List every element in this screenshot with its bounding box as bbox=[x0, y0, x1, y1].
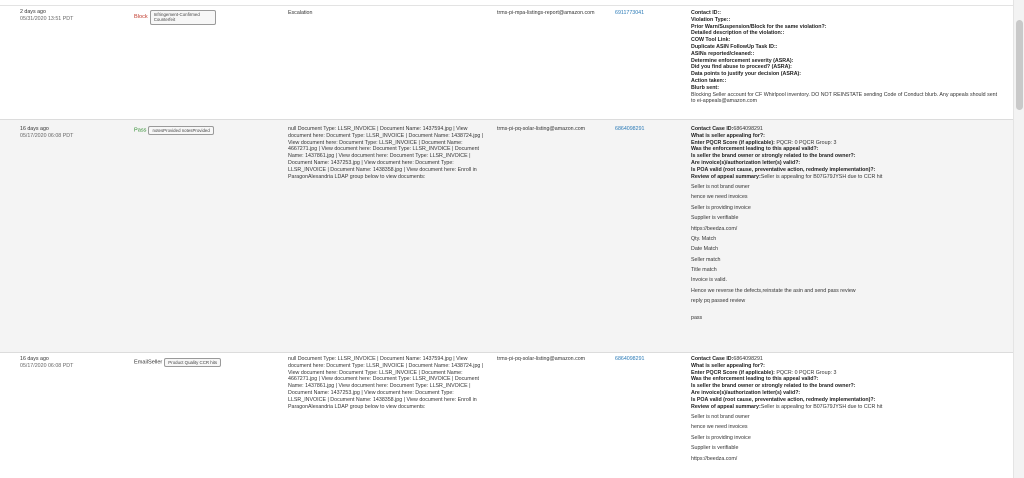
note-field: Did you find abuse to proceed? (ASRA): bbox=[691, 64, 792, 71]
note-field: Is POA valid (root cause, preventative action, redmedy implementation)?: bbox=[691, 396, 876, 403]
case-id-link[interactable]: 6864098291 bbox=[615, 126, 645, 132]
note-field: Review of appeal summary:Seller is appealing for B07G79JYSH due to CCR hit bbox=[691, 173, 883, 180]
description-cell: null Document Type: LLSR_INVOICE | Document Name: 1437594.jpg | View document here: Document Type: LLSR_INVOICE | Document Name: 1438724.jpg | View document here: Document Type: LLSR_INVOICE | Document Name: 4667271.jpg | View document here: Document Type: LLSR_INVOICE | Document Name: 1437861.jpg | View document here: Document Type: LLSR_INVOICE | Document Name: 1437253.jpg | View document here: Document Type: LLSR_INVOICE | Document Name: 1438358.jpg | View document here: Enroll in ParagonAlexandria LDAP group below to view documents: bbox=[288, 126, 484, 180]
note-paragraph: Seller is providing invoice bbox=[691, 434, 751, 441]
note-paragraph: Seller is not brand owner bbox=[691, 413, 750, 420]
notes-cell bbox=[691, 10, 1001, 105]
queue-email: trms-pi-mpa-listings-report@amazon.com bbox=[497, 10, 595, 16]
note-field: Are invoice(s)/authorization letter(s) valid?: bbox=[691, 159, 801, 166]
note-field: Action taken:: bbox=[691, 77, 727, 84]
note-paragraph: Seller match bbox=[691, 256, 721, 263]
status-badge: Product Quality CCR hits bbox=[164, 358, 221, 367]
note-paragraph: https://beedza.com/ bbox=[691, 455, 738, 462]
note-paragraph: pass bbox=[691, 314, 703, 321]
time-ago: 2 days ago bbox=[20, 9, 46, 15]
case-id-link[interactable]: 6911773041 bbox=[615, 10, 645, 16]
note-field: Violation Type:: bbox=[691, 16, 731, 23]
table-row bbox=[0, 6, 1014, 120]
note-field: Review of appeal summary:Seller is appealing for B07G79JYSH due to CCR hit bbox=[691, 403, 883, 410]
note-paragraph: Invoice is valid. bbox=[691, 277, 727, 284]
action-label: Block bbox=[134, 14, 148, 20]
note-field: Blurb sent: bbox=[691, 84, 719, 91]
note-field: What is seller appealing for?: bbox=[691, 132, 765, 139]
action-label: Pass bbox=[134, 127, 147, 134]
note-field: Data points to justify your decision (ASRA): bbox=[691, 71, 802, 78]
note-field: Duplicate ASIN FollowUp Task ID:: bbox=[691, 43, 778, 50]
vertical-scrollbar[interactable] bbox=[1013, 0, 1024, 478]
scrollbar-thumb[interactable] bbox=[1016, 20, 1023, 110]
note-field: Was the enforcement leading to this appeal valid?: bbox=[691, 146, 819, 153]
note-field: Enter PQCR Score (if applicable): PQCR: 0 PQCR Group: 3 bbox=[691, 139, 837, 146]
note-paragraph: Title match bbox=[691, 267, 717, 274]
table-row bbox=[0, 120, 1014, 353]
time-ago: 16 days ago bbox=[20, 356, 49, 362]
description-cell: null Document Type: LLSR_INVOICE | Document Name: 1437594.jpg | View document here: Document Type: LLSR_INVOICE | Document Name: 1438724.jpg | View document here: Document Type: LLSR_INVOICE | Document Name: 4667271.jpg | View document here: Document Type: LLSR_INVOICE | Document Name: 1437861.jpg | View document here: Document Type: LLSR_INVOICE | Document Name: 1437253.jpg | View document here: Document Type: LLSR_INVOICE | Document Name: 1438358.jpg | View document here: Enroll in ParagonAlexandria LDAP group below to view documents: bbox=[288, 356, 484, 410]
note-text: Blocking Seller account for CF Whirlpool inventory. DO NOT REINSTATE sending Code of Conduct blurb. Any appeals should sent to ei-appeals@amazon.com bbox=[691, 91, 998, 105]
timestamp: 05/17/2020 06:08 PDT bbox=[20, 362, 74, 369]
queue-email: trms-pi-pq-solar-listing@amazon.com bbox=[497, 126, 586, 132]
note-paragraph: Seller is providing invoice bbox=[691, 204, 751, 211]
note-spacer bbox=[691, 305, 1001, 311]
notes-cell bbox=[691, 126, 1001, 321]
note-field: Enter PQCR Score (if applicable): PQCR: 0 PQCR Group: 3 bbox=[691, 369, 837, 376]
note-field: Contact Case ID:6864098291 bbox=[691, 356, 763, 362]
action-cell bbox=[134, 10, 216, 25]
when-cell bbox=[20, 9, 73, 23]
note-field: Detailed description of the violation:: bbox=[691, 30, 785, 37]
status-badge: notesProvided notesProvided bbox=[148, 126, 213, 135]
action-cell bbox=[134, 358, 221, 367]
note-field: ASINs reported/cleaned:: bbox=[691, 50, 755, 57]
queue-email: trms-pi-pq-solar-listing@amazon.com bbox=[497, 356, 586, 362]
description-cell: Escalation bbox=[288, 10, 313, 16]
when-cell bbox=[20, 356, 73, 370]
note-paragraph: https://beedza.com/ bbox=[691, 225, 738, 232]
timestamp: 05/31/2020 13:51 PDT bbox=[20, 15, 74, 22]
note-paragraph: Supplier is verifiable bbox=[691, 445, 739, 452]
note-field: Contact Case ID:6864098291 bbox=[691, 126, 763, 132]
note-field: Are invoice(s)/authorization letter(s) valid?: bbox=[691, 389, 801, 396]
note-paragraph: reply pq passed review bbox=[691, 298, 746, 305]
note-field: Contact ID:: bbox=[691, 10, 722, 16]
note-field: Prior Warn/Suspension/Block for the same violation?: bbox=[691, 23, 827, 30]
notes-cell bbox=[691, 356, 1001, 462]
note-paragraph: Supplier is verifiable bbox=[691, 215, 739, 222]
status-badge: Infringement-Confirmed Counterfeit bbox=[150, 10, 216, 25]
when-cell bbox=[20, 126, 73, 140]
note-paragraph: Hence we reverse the defects,reinstate the asin and send pass review bbox=[691, 287, 856, 294]
note-paragraph: hence we need invoices bbox=[691, 194, 748, 201]
action-label: EmailSeller bbox=[134, 359, 163, 366]
note-paragraph: hence we need invoices bbox=[691, 424, 748, 431]
note-field: Is seller the brand owner or strongly related to the brand owner?: bbox=[691, 153, 856, 160]
note-field: Determine enforcement severity (ASRA): bbox=[691, 57, 794, 64]
note-field: Is seller the brand owner or strongly related to the brand owner?: bbox=[691, 383, 856, 390]
action-cell bbox=[134, 126, 214, 135]
note-field: Was the enforcement leading to this appeal valid?: bbox=[691, 376, 819, 383]
note-field: Is POA valid (root cause, preventative action, redmedy implementation)?: bbox=[691, 166, 876, 173]
note-paragraph: Date Match bbox=[691, 246, 719, 253]
time-ago: 16 days ago bbox=[20, 126, 49, 132]
note-field: COW Tool Link: bbox=[691, 37, 731, 44]
note-paragraph: Seller is not brand owner bbox=[691, 183, 750, 190]
timestamp: 05/17/2020 06:08 PDT bbox=[20, 132, 74, 139]
note-field: What is seller appealing for?: bbox=[691, 362, 765, 369]
table-row bbox=[0, 353, 1014, 478]
case-id-link[interactable]: 6864098291 bbox=[615, 356, 645, 362]
note-paragraph: Qty. Match bbox=[691, 235, 717, 242]
